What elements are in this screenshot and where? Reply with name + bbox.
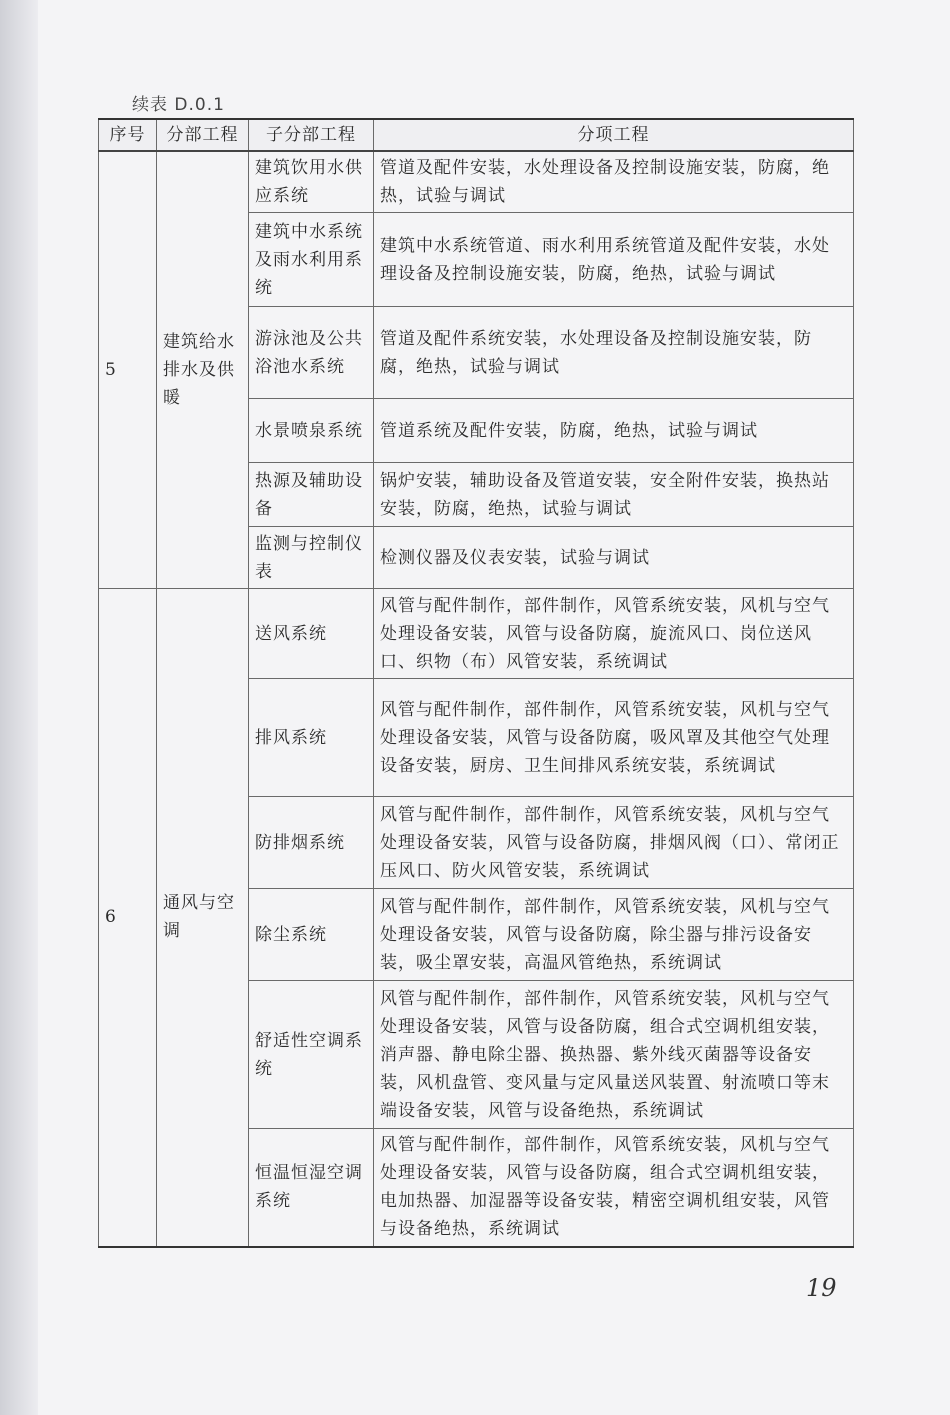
subdivision-name: 游泳池及公共浴池水系统 (249, 307, 374, 399)
division-table (98, 118, 854, 1248)
subdivision-name: 建筑饮用水供应系统 (249, 151, 374, 213)
subdivision-name: 送风系统 (249, 589, 374, 679)
subdivision-name: 除尘系统 (249, 889, 374, 981)
item-list: 管道系统及配件安装，防腐，绝热，试验与调试 (374, 399, 854, 463)
subdivision-name: 防排烟系统 (249, 797, 374, 889)
header-division: 分部工程 (157, 119, 249, 151)
item-list: 管道及配件安装，水处理设备及控制设施安装，防腐，绝热，试验与调试 (374, 151, 854, 213)
subdivision-name: 排风系统 (249, 679, 374, 797)
group-no: 5 (99, 151, 157, 589)
item-list: 风管与配件制作，部件制作，风管系统安装，风机与空气处理设备安装，风管与设备防腐，组合式空调机组安装，电加热器、加湿器等设备安装，精密空调机组安装，风管与设备绝热，系统调试 (374, 1129, 854, 1247)
item-list: 建筑中水系统管道、雨水利用系统管道及配件安装，水处理设备及控制设施安装，防腐，绝热，试验与调试 (374, 213, 854, 307)
item-list: 风管与配件制作，部件制作，风管系统安装，风机与空气处理设备安装，风管与设备防腐，吸风罩及其他空气处理设备安装，厨房、卫生间排风系统安装，系统调试 (374, 679, 854, 797)
table-row (99, 589, 854, 679)
page-binding-shadow (0, 0, 38, 1415)
header-subdivision: 子分部工程 (249, 119, 374, 151)
item-list: 风管与配件制作，部件制作，风管系统安装，风机与空气处理设备安装，风管与设备防腐，组合式空调机组安装，消声器、静电除尘器、换热器、紫外线灭菌器等设备安装，风机盘管、变风量与定风量送风装置、射流喷口等末端设备安装，风管与设备绝热，系统调试 (374, 981, 854, 1129)
division-name: 通风与空调 (157, 589, 249, 1247)
group-no: 6 (99, 589, 157, 1247)
subdivision-name: 建筑中水系统及雨水利用系统 (249, 213, 374, 307)
table-row (99, 151, 854, 213)
table-caption: 续表 D.0.1 (132, 95, 225, 115)
item-list: 锅炉安装，辅助设备及管道安装，安全附件安装，换热站安装，防腐，绝热，试验与调试 (374, 463, 854, 527)
item-list: 风管与配件制作，部件制作，风管系统安装，风机与空气处理设备安装，风管与设备防腐，除尘器与排污设备安装，吸尘罩安装，高温风管绝热，系统调试 (374, 889, 854, 981)
item-list: 管道及配件系统安装，水处理设备及控制设施安装，防腐，绝热，试验与调试 (374, 307, 854, 399)
item-list: 风管与配件制作，部件制作，风管系统安装，风机与空气处理设备安装，风管与设备防腐，排烟风阀（口）、常闭正压风口、防火风管安装，系统调试 (374, 797, 854, 889)
header-no: 序号 (99, 119, 157, 151)
page-number: 19 (806, 1274, 837, 1302)
table-header-row (99, 119, 854, 151)
item-list: 风管与配件制作，部件制作，风管系统安装，风机与空气处理设备安装，风管与设备防腐，旋流风口、岗位送风口、织物（布）风管安装，系统调试 (374, 589, 854, 679)
subdivision-name: 恒温恒湿空调系统 (249, 1129, 374, 1247)
header-items: 分项工程 (374, 119, 854, 151)
division-name: 建筑给水排水及供暖 (157, 151, 249, 589)
subdivision-name: 舒适性空调系统 (249, 981, 374, 1129)
item-list: 检测仪器及仪表安装，试验与调试 (374, 527, 854, 589)
subdivision-name: 水景喷泉系统 (249, 399, 374, 463)
subdivision-name: 监测与控制仪表 (249, 527, 374, 589)
subdivision-name: 热源及辅助设备 (249, 463, 374, 527)
